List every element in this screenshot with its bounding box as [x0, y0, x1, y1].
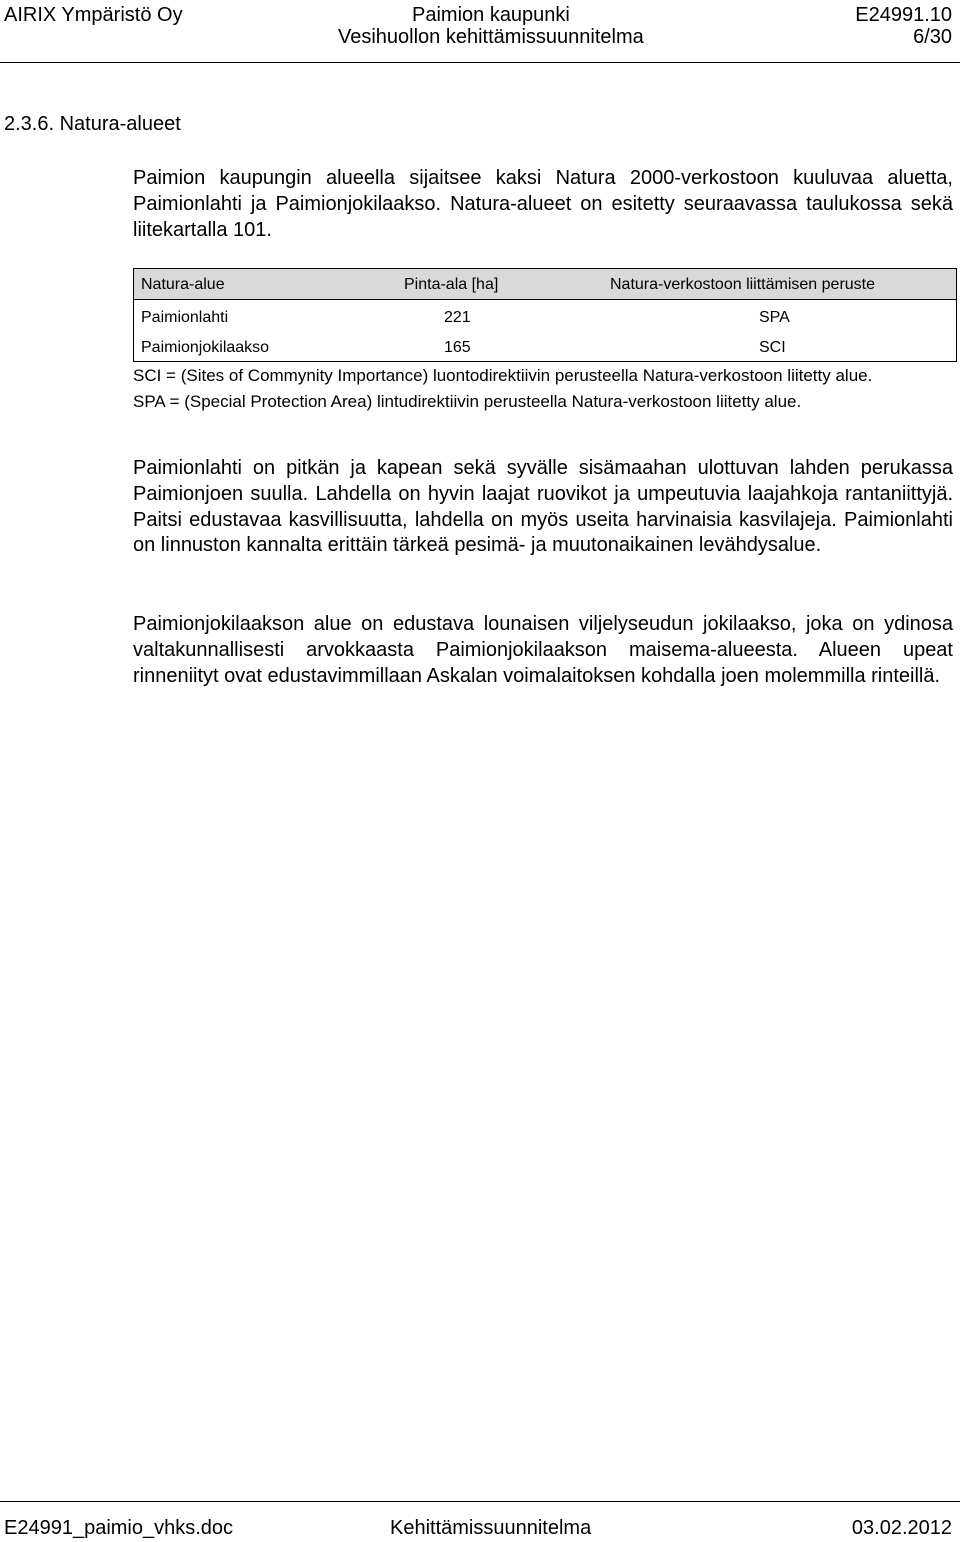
table-cell-area: Paimionjokilaakso	[141, 339, 270, 356]
footer-document-name: E24991_paimio_vhks.doc	[4, 1517, 234, 1539]
table-cell-area: Paimionlahti	[141, 309, 229, 326]
header-client: Paimion kaupunki	[412, 4, 570, 26]
header-company: AIRIX Ympäristö Oy	[4, 4, 183, 26]
natura-table	[133, 268, 957, 362]
header-page-number: 6/30	[913, 26, 952, 48]
table-cell-size: 221	[444, 309, 471, 326]
footer-title: Kehittämissuunnitelma	[390, 1517, 592, 1539]
section-title: 2.3.6. Natura-alueet	[4, 113, 181, 135]
page-header	[0, 0, 960, 63]
table-header-size: Pinta-ala [ha]	[404, 276, 499, 293]
intro-paragraph: Paimion kaupungin alueella sijaitsee kaksi Natura 2000-verkostoon kuuluvaa aluetta, Paimionlahti ja Paimionjokilaakso. Natura-alueet on esitetty seuraavassa taulukossa sekä liitekartalla 101.	[133, 167, 953, 241]
footer-date: 03.02.2012	[851, 1517, 952, 1539]
table-cell-basis: SPA	[759, 309, 790, 326]
table-header-row	[134, 269, 956, 300]
table-cell-size: 165	[444, 339, 471, 356]
header-project-code: E24991.10	[855, 4, 952, 26]
note-sci: SCI = (Sites of Commynity Importance) luontodirektiivin perusteella Natura-verkostoon liitetty alue.	[133, 366, 873, 385]
note-spa: SPA = (Special Protection Area) lintudirektiivin perusteella Natura-verkostoon liitetty alue.	[133, 392, 802, 411]
table-notes	[133, 366, 953, 418]
table-header-area: Natura-alue	[141, 276, 225, 293]
table-cell-basis: SCI	[759, 339, 786, 356]
page-footer	[0, 1501, 960, 1542]
table-header-basis: Natura-verkostoon liittämisen peruste	[610, 276, 876, 293]
paimionjokilaakso-paragraph: Paimionjokilaakson alue on edustava lounaisen viljelyseudun jokilaakso, joka on ydinosa valtakunnallisesti arvokkaasta Paimionjokilaakson maisema-alueesta. Alueen upeat rinneniityt ovat edustavimmillaan Askalan voimalaitoksen kohdalla joen molemmilla rinteillä.	[133, 613, 953, 687]
header-plan-title: Vesihuollon kehittämissuunnitelma	[338, 26, 644, 48]
paimionlahti-paragraph: Paimionlahti on pitkän ja kapean sekä syvälle sisämaahan ulottuvan lahden perukassa Paimionjoen suulla. Lahdella on hyvin laajat ruovikot ja umpeutuvia laajahkoja rantaniittyjä. Paitsi edustavaa kasvillisuutta, lahdella on myös useita harvinaisia kasvilajeja. Paimionlahti on linnuston kannalta erittäin tärkeä pesimä- ja muutonaikainen levähdysalue.	[133, 457, 953, 557]
